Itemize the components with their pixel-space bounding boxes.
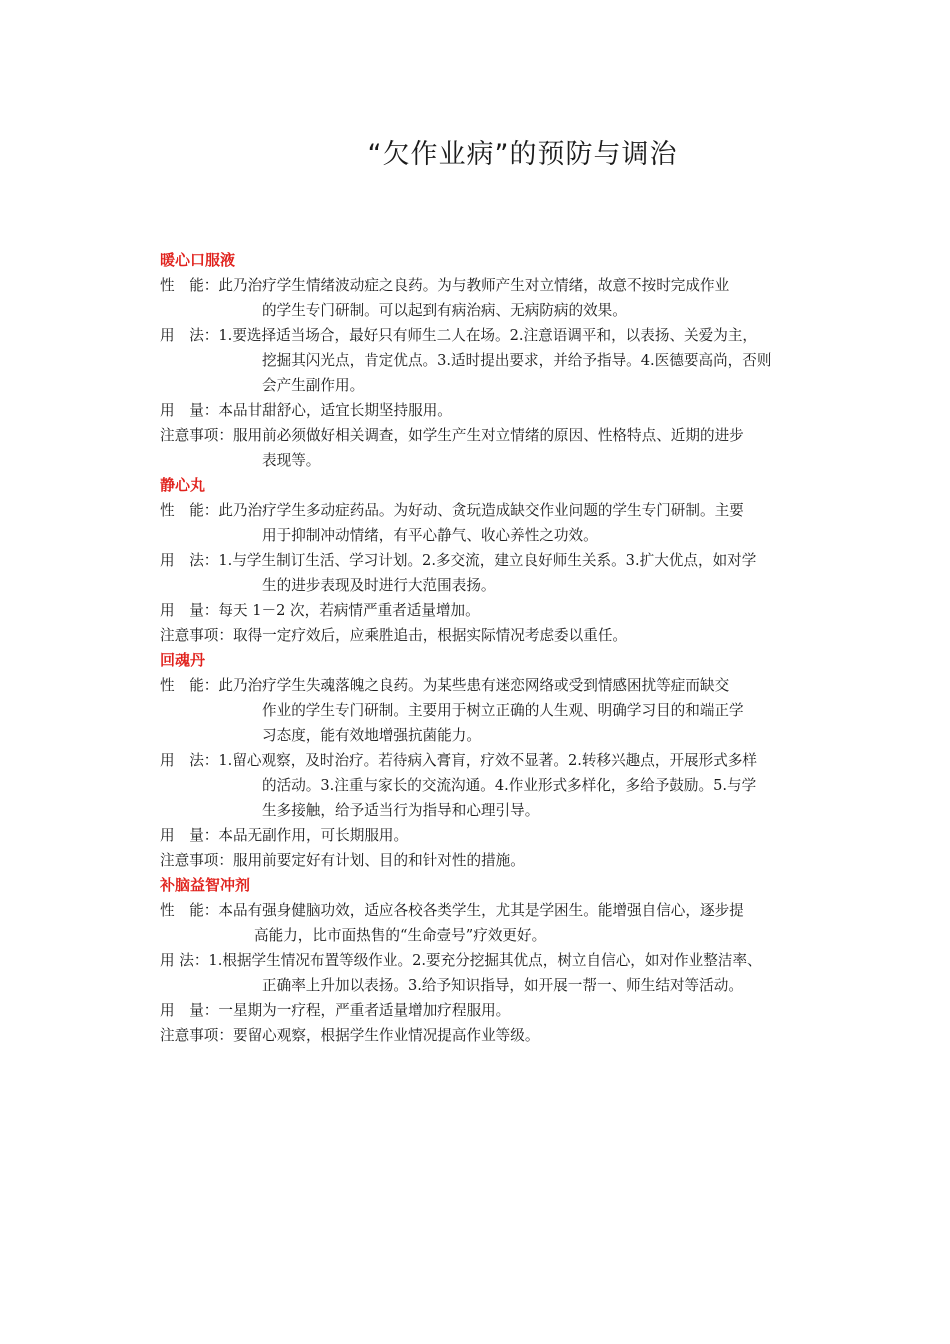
- entry-label: 用 量：: [160, 1002, 219, 1019]
- entry: [160, 898, 820, 948]
- entry-text: 的学生专门研制。可以起到有病治病、无病防病的效果。: [262, 302, 627, 319]
- section-heading: 回魂丹: [160, 651, 206, 669]
- entry: [160, 1023, 820, 1048]
- entry: [160, 598, 820, 623]
- entry-label: 性 能：: [160, 902, 219, 919]
- entry-text: 生多接触，给予适当行为指导和心理引导。: [262, 802, 540, 819]
- entry-text: 用于抑制冲动情绪，有平心静气、收心养性之功效。: [262, 527, 598, 544]
- entry-label: 注意事项：: [160, 427, 233, 444]
- entry-text: 习态度，能有效地增强抗菌能力。: [262, 727, 481, 744]
- entry: [160, 673, 820, 748]
- entry-text: 此乃治疗学生失魂落魄之良药。为某些患有迷恋网络或受到情感困扰等症而缺交: [218, 677, 730, 694]
- entry-text: 会产生副作用。: [262, 377, 365, 394]
- entry-label: 用 量：: [160, 402, 219, 419]
- page-title: “欠作业病”的预防与调治: [367, 139, 678, 170]
- entry: [160, 548, 820, 598]
- entry: [160, 998, 820, 1023]
- entry-text: 本品有强身健脑功效，适应各校各类学生，尤其是学困生。能增强自信心，逐步提: [218, 902, 744, 919]
- entry-label: 用 量：: [160, 602, 219, 619]
- entry-label: 注意事项：: [160, 852, 233, 869]
- entry-text: 服用前必须做好相关调查，如学生产生对立情绪的原因、性格特点、近期的进步: [232, 427, 744, 444]
- entry-text: 作业的学生专门研制。主要用于树立正确的人生观、明确学习目的和端正学: [262, 702, 744, 719]
- entry-label: 注意事项：: [160, 1027, 233, 1044]
- entry-label: 用 法：: [160, 752, 219, 769]
- entry-text: 此乃治疗学生情绪波动症之良药。为与教师产生对立情绪，故意不按时完成作业: [218, 277, 730, 294]
- entry: [160, 623, 820, 648]
- entry-text: 1.要选择适当场合，最好只有师生二人在场。2.注意语调平和，以表扬、关爱为主，: [218, 327, 758, 344]
- entry: [160, 323, 820, 398]
- section-heading: 补脑益智冲剂: [160, 876, 251, 894]
- entry-label: 用 法：: [160, 952, 209, 969]
- entry-label: 注意事项：: [160, 627, 233, 644]
- entry-label: 性 能：: [160, 502, 219, 519]
- entry-text: 每天 1－2 次，若病情严重者适量增加。: [218, 602, 480, 619]
- entry: [160, 823, 820, 848]
- entry-text: 1.留心观察，及时治疗。若待病入膏肓，疗效不显著。2.转移兴趣点，开展形式多样: [218, 752, 758, 769]
- entry-label: 用 法：: [160, 327, 219, 344]
- entry-text: 正确率上升加以表扬。3.给予知识指导，如开展一帮一、师生结对等活动。: [262, 977, 743, 994]
- entry: [160, 273, 820, 323]
- entry: [160, 423, 820, 473]
- entry-text: 服用前要定好有计划、目的和针对性的措施。: [232, 852, 525, 869]
- entry: [160, 398, 820, 423]
- entry-text: 本品无副作用，可长期服用。: [218, 827, 409, 844]
- entry-text: 1.根据学生情况布置等级作业。2.要充分挖掘其优点，树立自信心，如对作业整洁率、: [208, 952, 762, 969]
- entry-label: 用 法：: [160, 552, 219, 569]
- entry-text: 此乃治疗学生多动症药品。为好动、贪玩造成缺交作业问题的学生专门研制。主要: [218, 502, 744, 519]
- entry-text: 要留心观察，根据学生作业情况提高作业等级。: [232, 1027, 540, 1044]
- entry-label: 性 能：: [160, 277, 219, 294]
- entry-text: 1.与学生制订生活、学习计划。2.多交流，建立良好师生关系。3.扩大优点，如对学: [218, 552, 757, 569]
- entry-text: 挖掘其闪光点，肯定优点。3.适时提出要求，并给予指导。4.医德要高尚，否则: [262, 352, 772, 369]
- section-heading: 暖心口服液: [160, 251, 236, 269]
- entry-text: 本品甘甜舒心，适宜长期坚持服用。: [218, 402, 452, 419]
- entry-label: 用 量：: [160, 827, 219, 844]
- entry: [160, 748, 820, 823]
- entry: [160, 848, 820, 873]
- section-heading: 静心丸: [160, 476, 206, 494]
- entry-text: 生的进步表现及时进行大范围表扬。: [262, 577, 496, 594]
- entry: [160, 498, 820, 548]
- entry-text: 表现等。: [262, 452, 321, 469]
- entry-text: 取得一定疗效后，应乘胜追击，根据实际情况考虑委以重任。: [232, 627, 628, 644]
- entry: [160, 948, 820, 998]
- entry-text: 高能力，比市面热售的“生命壹号”疗效更好。: [254, 927, 547, 944]
- document-body: [160, 248, 820, 1048]
- entry-text: 的活动。3.注重与家长的交流沟通。4.作业形式多样化，多给予鼓励。5.与学: [262, 777, 757, 794]
- entry-text: 一星期为一疗程，严重者适量增加疗程服用。: [218, 1002, 511, 1019]
- entry-label: 性 能：: [160, 677, 219, 694]
